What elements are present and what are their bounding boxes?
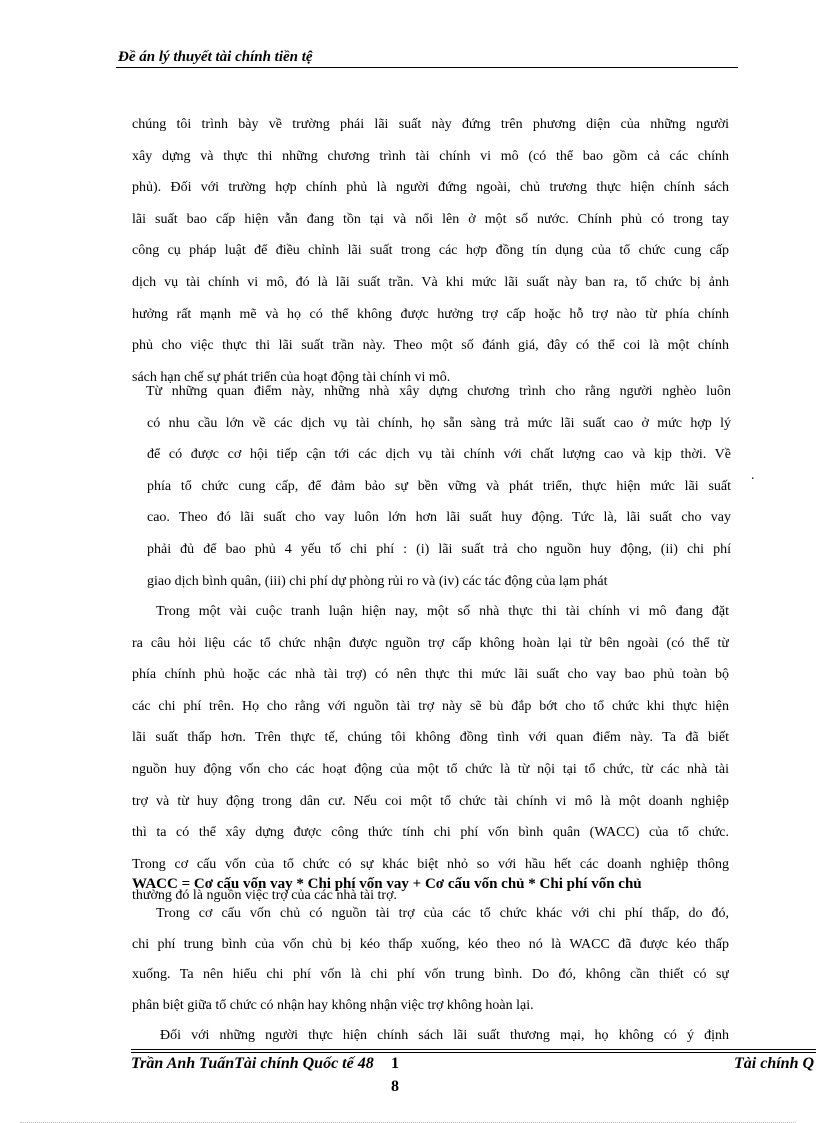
paragraph-line: xây dựng và thực thi những chương trình tài chính vi mô (có thể bao gồm cả các chính (132, 148, 729, 164)
paragraph-line: nguồn huy động vốn cho các hoạt động của một tổ chức là từ nội tại tổ chức, từ các nhà tài (132, 761, 729, 777)
paragraph-line: phủ cho việc thực thi lãi suất trần này. Theo một số đánh giá, đây có thể coi là một chính (132, 338, 729, 354)
paragraph-line: thì ta có thể xây dựng được công thức tính chi phí vốn bình quân (WACC) của tổ chức. (132, 825, 729, 841)
paragraph-line: phân biệt giữa tổ chức có nhận hay không nhận việc trợ không hoàn lại. (132, 997, 534, 1013)
paragraph-line: Từ những quan điểm này, những nhà xây dựng chương trình cho rằng người nghèo luôn (146, 384, 731, 399)
paragraph-line: chi phí trung bình của vốn chủ bị kéo thấp xuống, kéo theo nó là WACC đã được kéo thấp (132, 936, 729, 952)
paragraph-line: cao. Theo đó lãi suất cho vay luôn lớn hơn lãi suất huy động. Tức là, lãi suất cho vay (147, 510, 731, 526)
paragraph-line: hưởng rất mạnh mẽ và họ có thể không được hưởng trợ cấp hoặc hỗ trợ nào từ phía chính (132, 306, 729, 322)
wacc-formula: WACC = Cơ cấu vốn vay * Chi phí vốn vay + Cơ cấu vốn chủ * Chi phí vốn chủ (132, 876, 642, 892)
paragraph-2 (147, 376, 731, 597)
paragraph-line: có nhu cầu lớn về các dịch vụ tài chính, họ sẵn sàng trả mức lãi suất cao ở mức hợp lý (147, 415, 731, 431)
paragraph-line: xuống. Ta nên hiểu chi phí vốn là chi phí vốn trung bình. Do đó, không cần thiết có sự (132, 967, 729, 982)
paragraph-line: lãi suất thấp hơn. Trên thực tế, chúng tôi không đồng tình với quan điểm này. Ta đã biết (132, 730, 729, 746)
paragraph-4 (132, 899, 729, 1052)
paragraph-1 (132, 109, 729, 393)
header-title: Đề án lý thuyết tài chính tiền tệ (118, 49, 313, 65)
paragraph-line: Trong cơ cấu vốn của tổ chức có sự khác biệt nhỏ so với hầu hết các doanh nghiệp thông (132, 856, 729, 872)
paragraph-line: dịch vụ tài chính vi mô, đó là lãi suất trần. Và khi mức lãi suất này ban ra, tổ chức bị ảnh (132, 274, 729, 290)
paragraph-line: lãi suất bao cấp hiện vẫn đang tồn tại và nổi lên ở một số nước. Chính phủ có trong tay (132, 211, 729, 227)
footer-rule (131, 1049, 816, 1053)
paragraph-line: các chi phí trên. Họ cho rằng với nguồn tài trợ này sẽ bù đắp bớt cho tổ chức khi thực hiện (132, 698, 729, 714)
page-number-line-1: 1 (391, 1055, 399, 1072)
paragraph-3 (132, 596, 729, 912)
paragraph-line: giao dịch bình quân, (iii) chi phí dự phòng rủi ro và (iv) các tác động của lạm phát (147, 573, 608, 589)
paragraph-line: phía tổ chức cung cấp, để đảm bảo sự bền vững và phát triển, thực hiện mức lãi suất (147, 478, 731, 494)
paragraph-line: Trong cơ cấu vốn chủ có nguồn tài trợ của các tổ chức khác với chi phí thấp, do đó, (156, 906, 729, 921)
paragraph-line: sách hạn chế sự phát triển của hoạt động tài chính vi mô. (132, 369, 451, 385)
paragraph-line: ra câu hỏi liệu các tổ chức nhận được nguồn trợ cấp không hoàn lại từ bên ngoài (có thể từ (132, 635, 729, 651)
footer-right-label: Tài chính Q (734, 1055, 815, 1072)
footer-author: Trần Anh TuấnTài chính Quốc tế 48 (131, 1055, 374, 1072)
paragraph-line: phủ). Đối với trường hợp chính phủ là người đứng ngoài, chủ trương thực hiện chính sách (132, 180, 729, 196)
page-number-line-2: 8 (391, 1078, 399, 1095)
paragraph-line: Trong một vài cuộc tranh luận hiện nay, một số nhà thực thi tài chính vi mô đang đặt (156, 604, 729, 619)
paragraph-line: chúng tôi trình bày về trường phái lãi suất này đứng trên phương diện của những người (132, 117, 729, 132)
paragraph-line: phía chính phủ hoặc các nhà tài trợ) có nên thực thi mức lãi suất cho vay bao phủ toàn bộ (132, 667, 729, 683)
header-rule (116, 67, 738, 68)
paragraph-line: trợ và từ huy động trong dân cư. Nếu coi một tổ chức tài chính vi mô là một doanh nghiệp (132, 793, 729, 809)
stray-mark: . (751, 468, 755, 483)
paragraph-line: để có được cơ hội tiếp cận tới các dịch vụ tài chính với chất lượng cao và kịp thời. Về (147, 447, 731, 463)
paragraph-line: công cụ pháp luật để điều chỉnh lãi suất trong các hợp đồng tín dụng của tổ chức cung cấp (132, 243, 729, 259)
paragraph-line: Đối với những người thực hiện chính sách lãi suất thương mại, họ không có ý định (160, 1028, 729, 1043)
paragraph-line: phải đủ để bao phủ 4 yếu tố chi phí : (i) lãi suất trả cho nguồn huy động, (ii) chi phí (147, 541, 731, 557)
paragraph-line: thường đó là nguồn việc trợ của các nhà tài trợ. (132, 888, 397, 904)
